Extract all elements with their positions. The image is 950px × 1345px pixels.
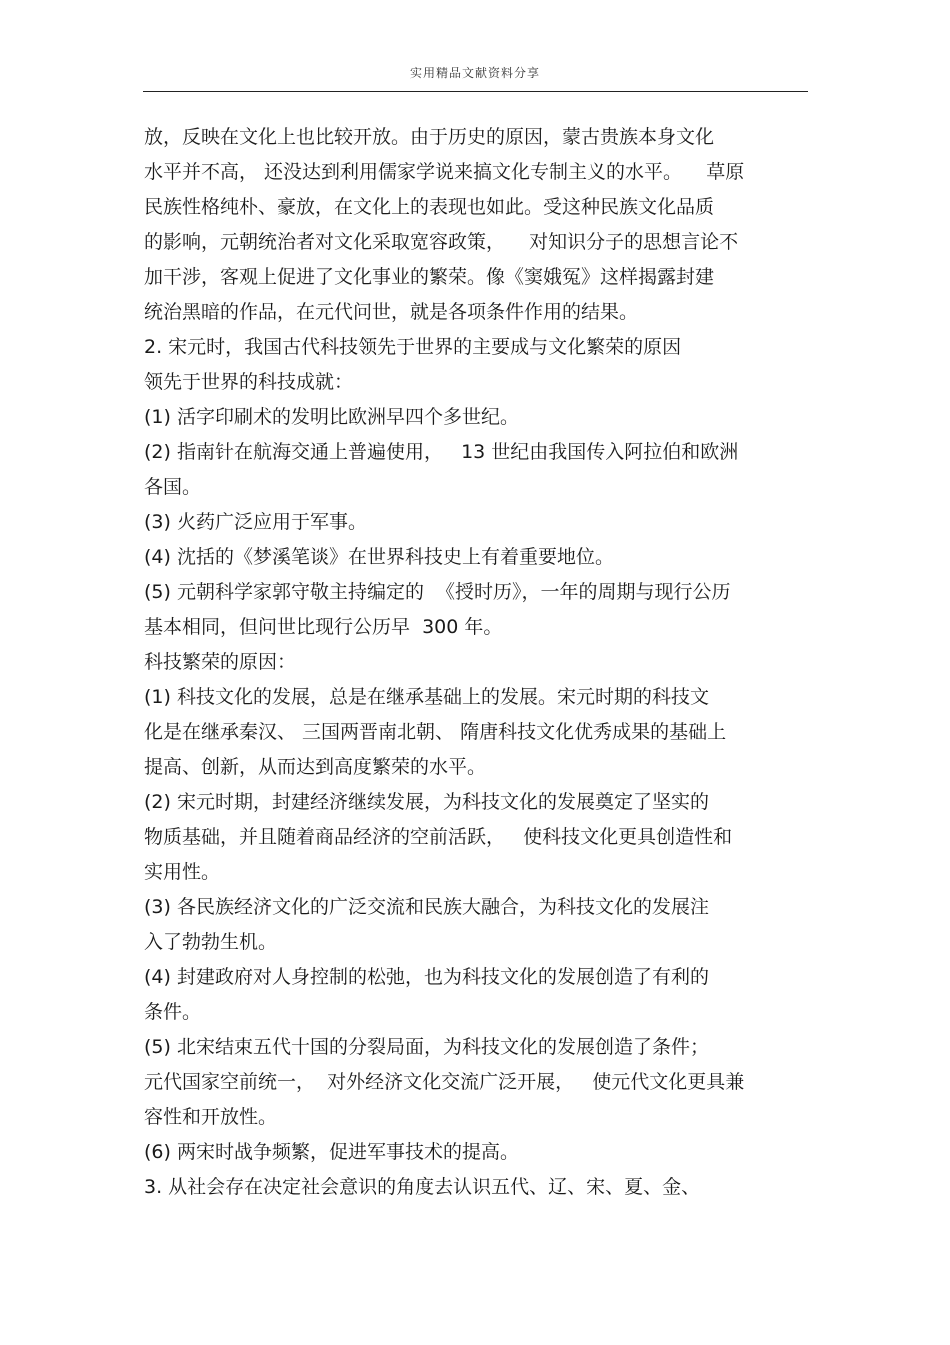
text-line: 实用性。 <box>144 861 221 883</box>
list-item: (3) 各民族经济文化的广泛交流和民族大融合，为科技文化的发展注 <box>144 896 709 918</box>
text-line: 民族性格纯朴、豪放，在文化上的表现也如此。受这种民族文化品质 <box>144 196 715 218</box>
text-line: 物质基础，并且随着商品经济的空前活跃， 使科技文化更具创造性和 <box>144 826 733 848</box>
list-item: (1) 活字印刷术的发明比欧洲早四个多世纪。 <box>144 406 519 428</box>
text-line: 放，反映在文化上也比较开放。由于历史的原因，蒙古贵族本身文化 <box>144 126 715 148</box>
text-line: 水平并不高， 还没达到利用儒家学说来搞文化专制主义的水平。 草原 <box>144 161 745 183</box>
list-item: (5) 元朝科学家郭守敬主持编定的 《授时历》，一年的周期与现行公历 <box>144 581 731 603</box>
subheading: 科技繁荣的原因： <box>144 651 297 673</box>
list-item: (3) 火药广泛应用于军事。 <box>144 511 367 533</box>
section-heading: 3. 从社会存在决定社会意识的角度去认识五代、辽、宋、夏、金、 <box>144 1176 701 1198</box>
page-header: 实用精品文献资料分享 <box>409 66 540 80</box>
list-item: (4) 封建政府对人身控制的松弛，也为科技文化的发展创造了有利的 <box>144 966 709 988</box>
list-item: (6) 两宋时战争频繁，促进军事技术的提高。 <box>144 1141 519 1163</box>
list-item: (1) 科技文化的发展，总是在继承基础上的发展。宋元时期的科技文 <box>144 686 709 708</box>
list-item: (2) 指南针在航海交通上普遍使用， 13 世纪由我国传入阿拉伯和欧洲 <box>144 441 739 463</box>
text-line: 基本相同，但问世比现行公历早 300 年。 <box>144 616 503 638</box>
text-line: 各国。 <box>144 476 202 498</box>
text-line: 化是在继承秦汉、 三国两晋南北朝、 隋唐科技文化优秀成果的基础上 <box>144 721 727 743</box>
text-line: 容性和开放性。 <box>144 1106 278 1128</box>
section-heading: 2. 宋元时，我国古代科技领先于世界的主要成与文化繁荣的原因 <box>144 336 682 358</box>
text-line: 加干涉，客观上促进了文化事业的繁荣。像《窦娥冤》这样揭露封建 <box>144 266 715 288</box>
text-line: 统治黑暗的作品，在元代问世，就是各项条件作用的结果。 <box>144 301 639 323</box>
text-line: 提高、创新，从而达到高度繁荣的水平。 <box>144 756 487 778</box>
header-divider <box>143 91 808 92</box>
text-line: 入了勃勃生机。 <box>144 931 278 953</box>
subheading: 领先于世界的科技成就： <box>144 371 354 393</box>
text-line: 的影响，元朝统治者对文化采取宽容政策， 对知识分子的思想言论不 <box>144 231 739 253</box>
list-item: (4) 沈括的《梦溪笔谈》在世界科技史上有着重要地位。 <box>144 546 614 568</box>
text-line: 元代国家空前统一， 对外经济文化交流广泛开展， 使元代文化更具兼 <box>144 1071 745 1093</box>
document-body <box>144 120 814 1205</box>
list-item: (2) 宋元时期，封建经济继续发展，为科技文化的发展奠定了坚实的 <box>144 791 709 813</box>
list-item: (5) 北宋结束五代十国的分裂局面，为科技文化的发展创造了条件； <box>144 1036 709 1058</box>
text-line: 条件。 <box>144 1001 202 1023</box>
